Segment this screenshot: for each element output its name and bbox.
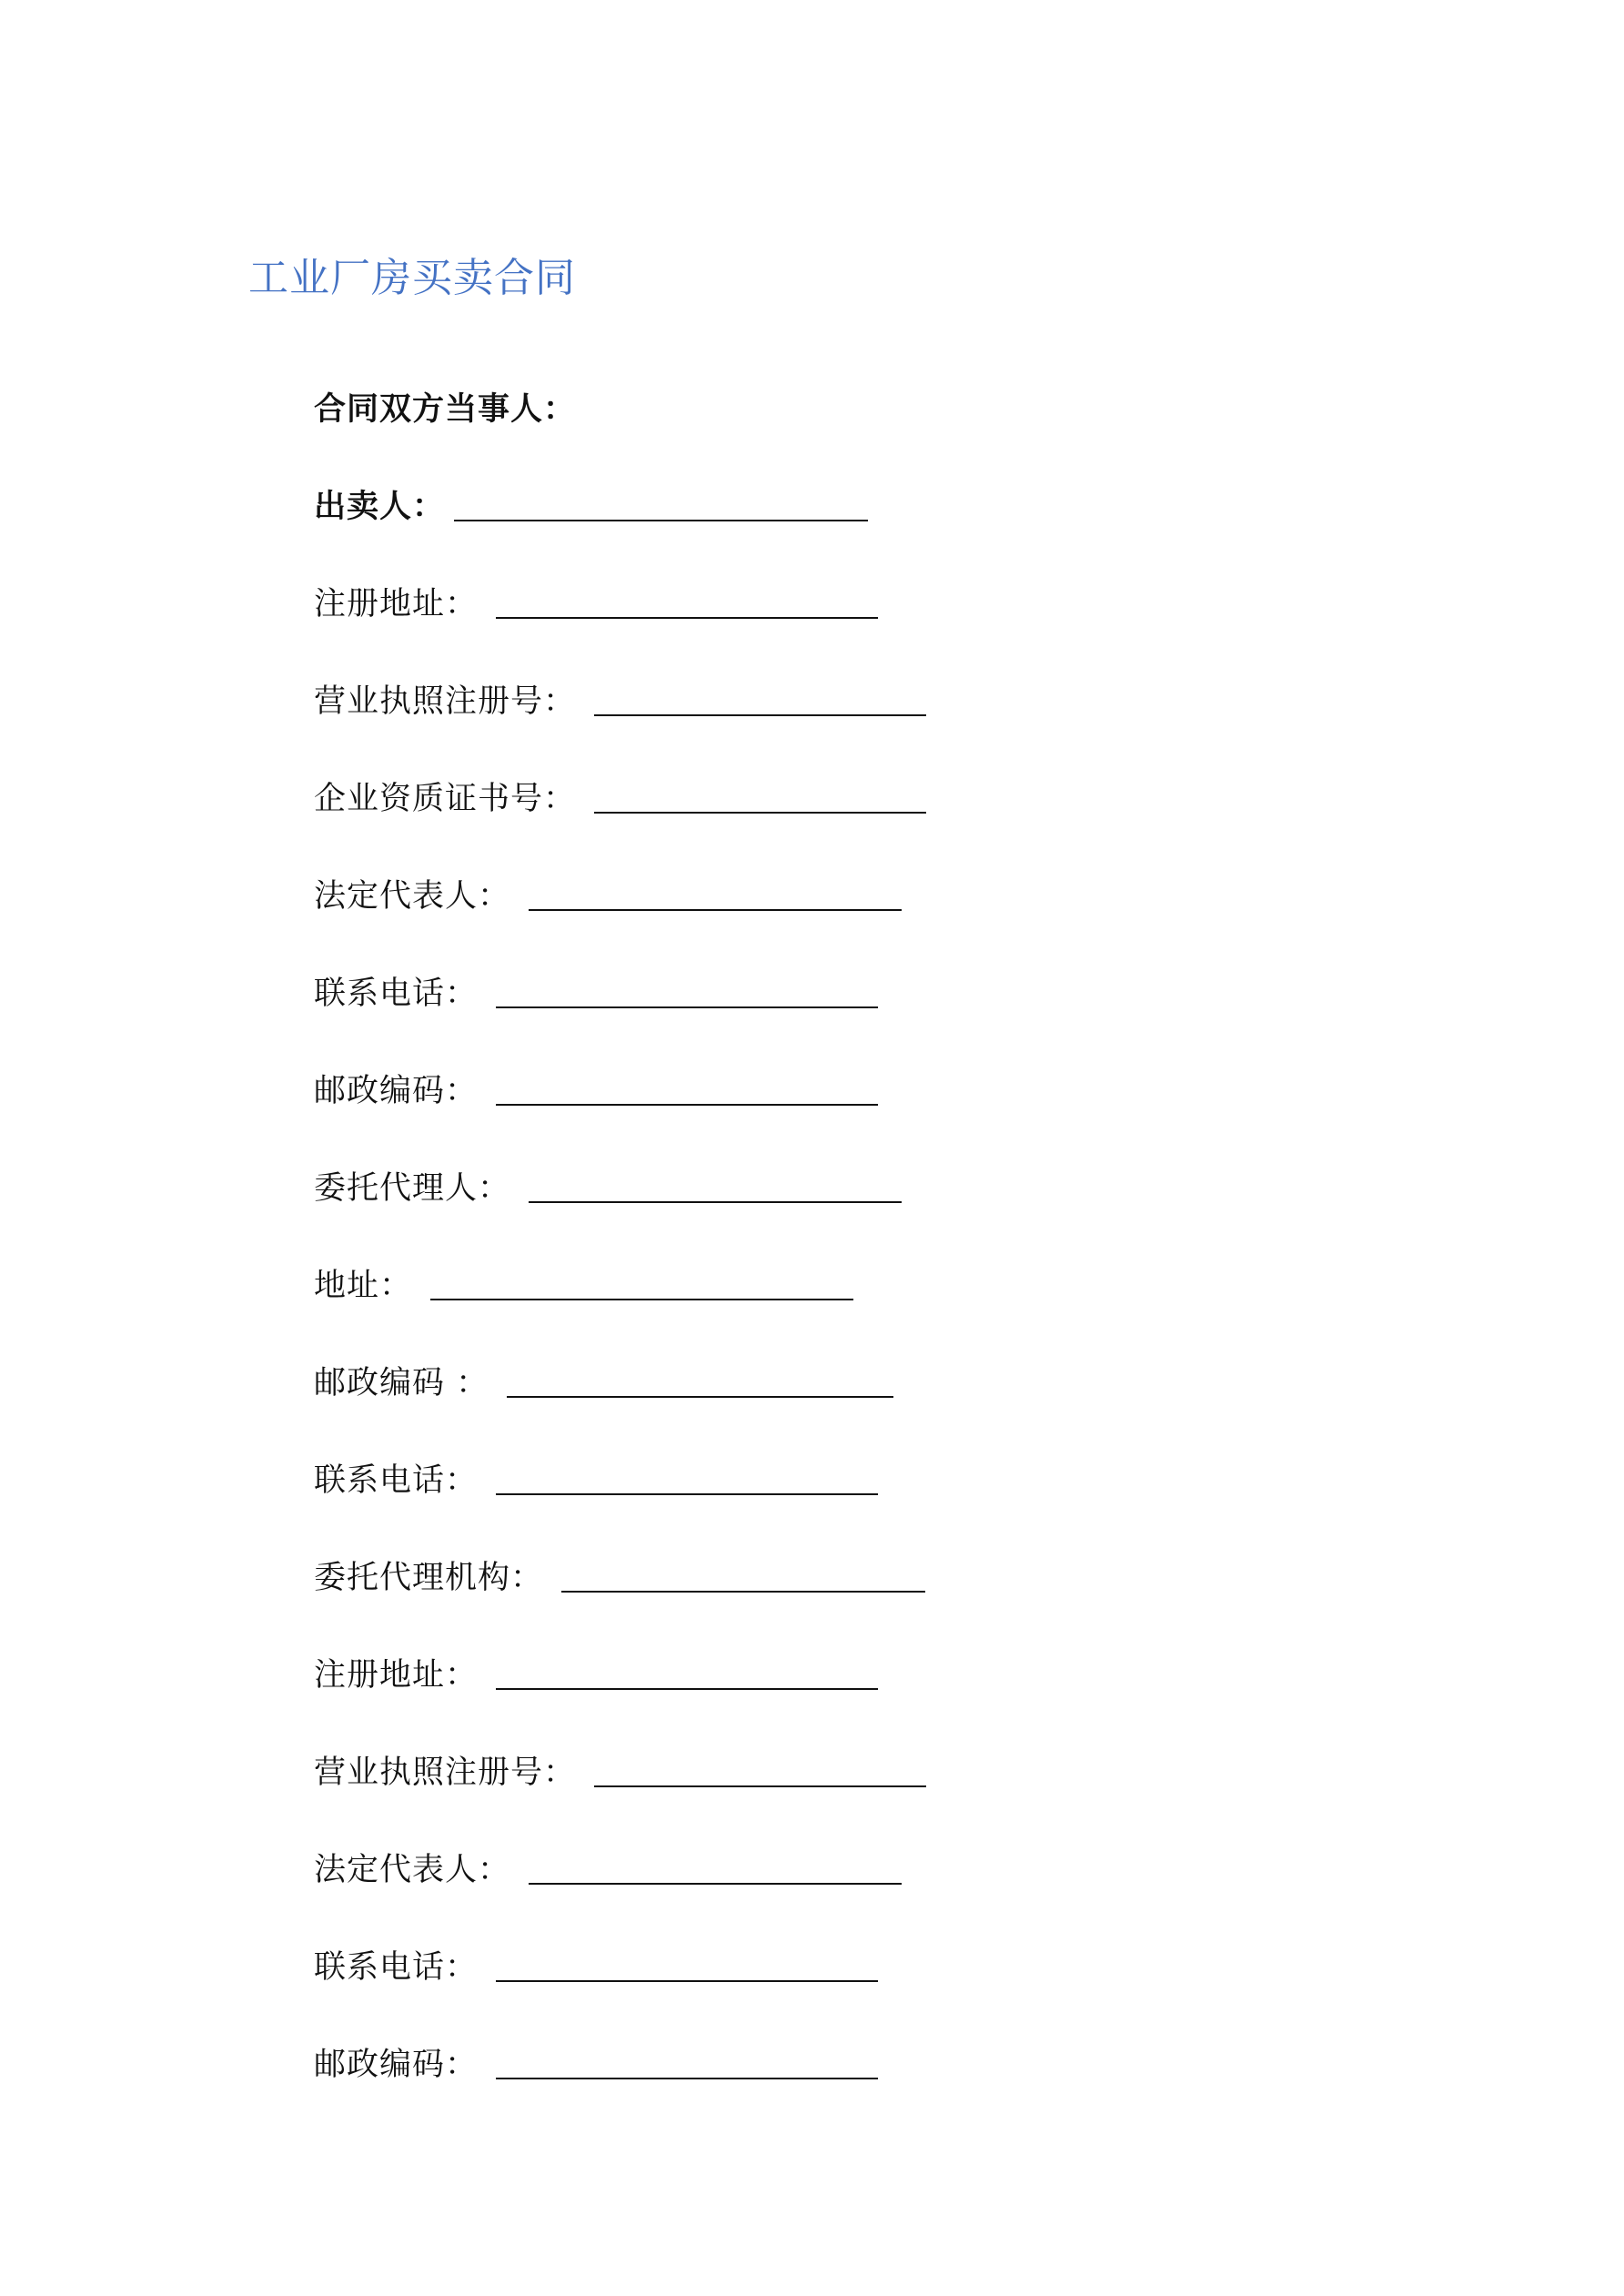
document-title: 工业厂房买卖合同 bbox=[248, 255, 576, 301]
field-row bbox=[314, 1055, 878, 1113]
field-row bbox=[314, 2028, 878, 2087]
field-row bbox=[314, 665, 926, 723]
field-label: 注册地址： bbox=[314, 586, 479, 622]
fill-in-blank[interactable] bbox=[529, 873, 902, 911]
fill-in-blank[interactable] bbox=[529, 1846, 902, 1885]
field-label: 法定代表人： bbox=[314, 878, 511, 915]
field-label: 邮政编码： bbox=[314, 2047, 479, 2083]
fill-in-blank[interactable] bbox=[529, 1165, 902, 1203]
field-label: 营业执照注册号： bbox=[314, 1755, 577, 1791]
field-row bbox=[314, 1639, 878, 1697]
fill-in-blank[interactable] bbox=[496, 581, 878, 619]
field-row bbox=[314, 1931, 878, 1989]
section-heading-row bbox=[314, 373, 576, 431]
field-label: 营业执照注册号： bbox=[314, 683, 577, 720]
section-heading: 合同双方当事人： bbox=[314, 391, 577, 428]
fill-in-blank[interactable] bbox=[594, 678, 926, 716]
field-row bbox=[314, 1347, 893, 1405]
field-row bbox=[314, 1444, 878, 1502]
fill-in-blank[interactable] bbox=[561, 1554, 925, 1593]
fill-in-blank[interactable] bbox=[496, 1457, 878, 1495]
field-row bbox=[314, 763, 926, 821]
field-row bbox=[314, 1542, 925, 1600]
fill-in-blank[interactable] bbox=[496, 970, 878, 1008]
field-row bbox=[314, 957, 878, 1016]
fill-in-blank[interactable] bbox=[496, 1652, 878, 1690]
field-row-seller bbox=[314, 470, 868, 529]
fill-in-blank[interactable] bbox=[496, 1067, 878, 1106]
fill-in-blank[interactable] bbox=[430, 1262, 853, 1300]
field-row bbox=[314, 1249, 853, 1308]
fill-in-blank[interactable] bbox=[496, 2041, 878, 2079]
field-label: 地址： bbox=[314, 1268, 413, 1304]
field-label: 联系电话： bbox=[314, 1949, 479, 1986]
field-label: 委托代理机构： bbox=[314, 1560, 544, 1596]
fill-in-blank[interactable] bbox=[594, 1749, 926, 1787]
field-label: 企业资质证书号： bbox=[314, 781, 577, 817]
field-label: 邮政编码 ： bbox=[314, 1365, 489, 1401]
field-row bbox=[314, 568, 878, 626]
fill-in-blank[interactable] bbox=[507, 1360, 893, 1398]
field-row bbox=[314, 1152, 902, 1210]
fill-in-blank[interactable] bbox=[496, 1944, 878, 1982]
field-label: 法定代表人： bbox=[314, 1852, 511, 1888]
field-label: 委托代理人： bbox=[314, 1170, 511, 1207]
fill-in-blank[interactable] bbox=[454, 483, 868, 521]
fill-in-blank[interactable] bbox=[594, 775, 926, 814]
field-row bbox=[314, 860, 902, 918]
field-row bbox=[314, 1736, 926, 1795]
field-label: 联系电话： bbox=[314, 1462, 479, 1499]
field-label: 联系电话： bbox=[314, 976, 479, 1012]
field-label: 邮政编码： bbox=[314, 1073, 479, 1109]
field-label: 注册地址： bbox=[314, 1657, 479, 1694]
field-label: 出卖人： bbox=[314, 489, 446, 525]
field-row bbox=[314, 1834, 902, 1892]
